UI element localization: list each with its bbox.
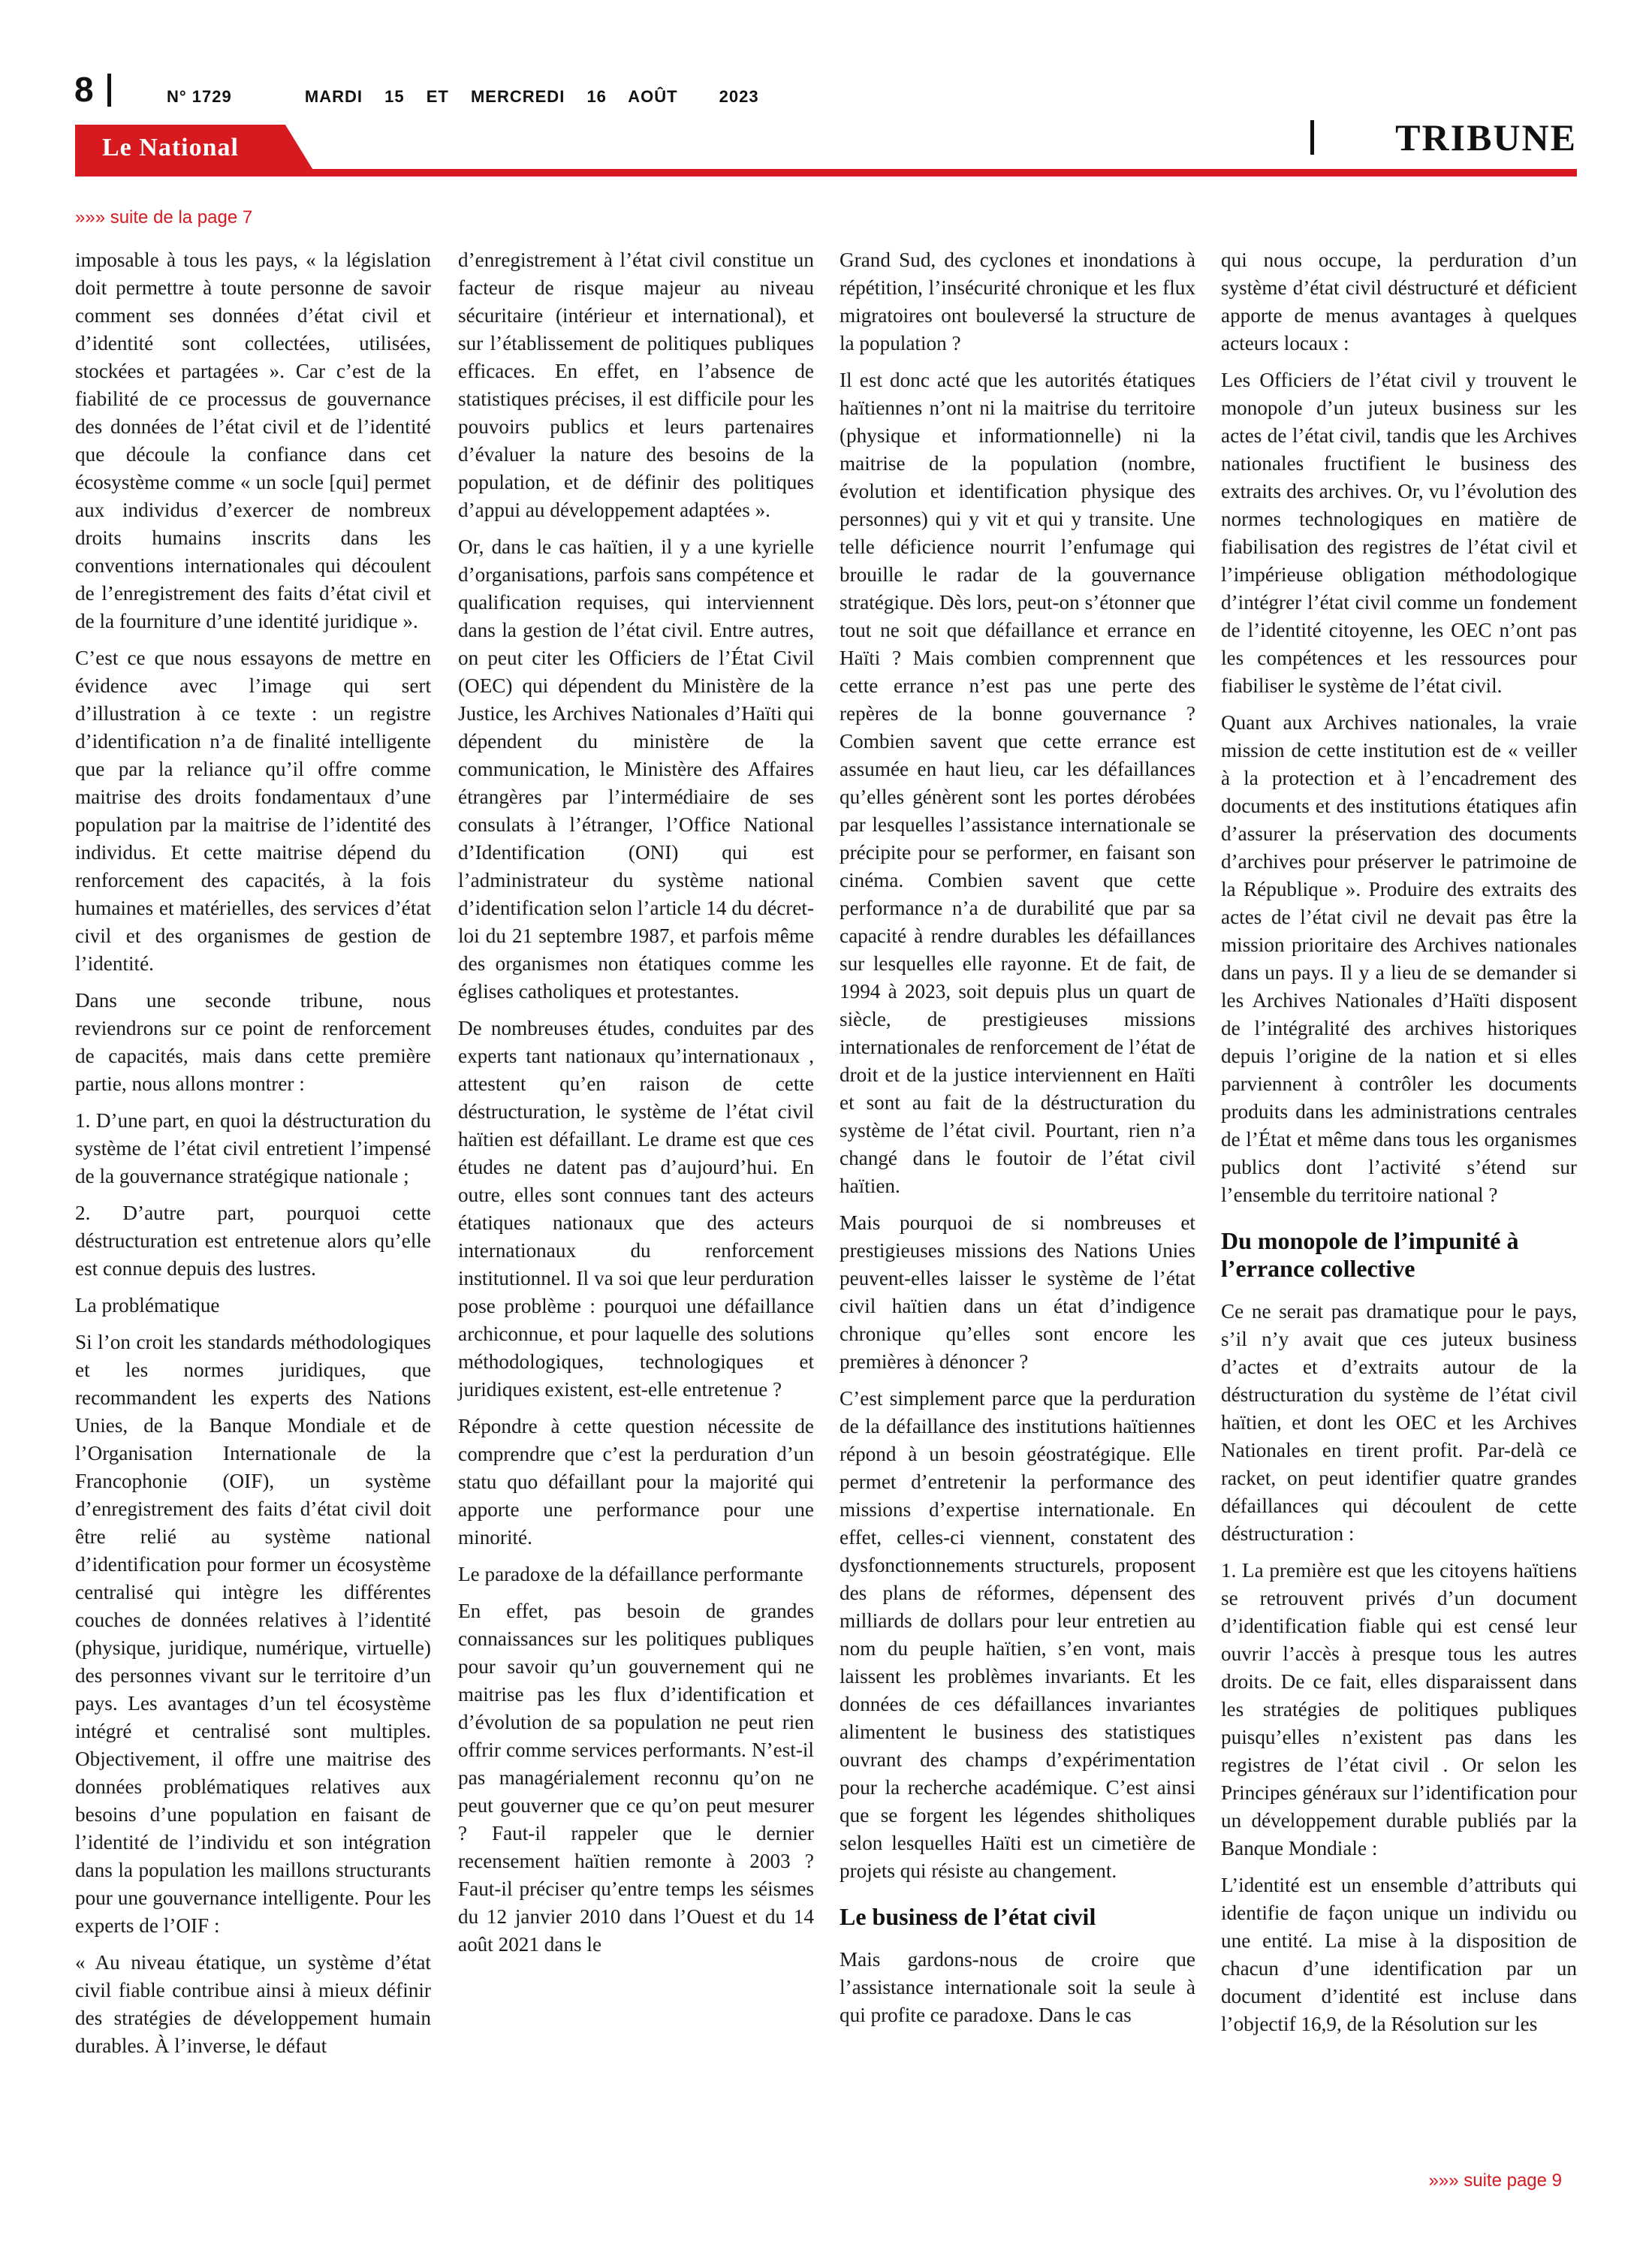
- paragraph: « Au niveau étatique, un système d’état civil fiable contribue ainsi à mieux définir des stratégies de développement humain durables. À l’inverse, le défaut: [75, 1951, 431, 2057]
- article-column-2: [458, 246, 814, 1968]
- paragraph: Les Officiers de l’état civil y trouvent le monopole d’un juteux business sur les actes de l’état civil, tandis que les Archives nationales fructifient le business des extraits des archives. Or, vu l’évolution des normes technologiques en matière de fiabilisation des registres de l’état civil et l’impérieuse obligation méthodologique d’intégrer l’état civil comme un fondement de l’identité citoyenne, les OEC n’ont pas les compétences et les ressources pour fiabiliser le système de l’état civil.: [1221, 369, 1577, 697]
- article-column-4: [1221, 246, 1577, 2047]
- date-word: 15: [384, 87, 405, 106]
- continued-from: »»» suite de la page 7: [75, 207, 253, 228]
- paragraph: C’est simplement parce que la perduration de la défaillance des institutions haïtiennes répond à un besoin géostratégique. Elle permet d’entretenir la performance des missions d’expertise internationale. En effet, celles-ci viennent, constatent des dysfonctionnements structurels, proposent des plans de réformes, dépensent des milliards de dollars pour leur entretien au nom du peuple haïtien, s’en vont, mais laissent les problèmes invariants. Et les données de ces défaillances invariantes alimentent le business des statistiques ouvrant des champs d’expérimentation pour la recherche académique. C’est ainsi que se forgent les légendes shitholiques selon lesquelles Haïti est un cimetière de projets qui résiste au changement.: [840, 1387, 1195, 1882]
- date-word: 16: [586, 87, 607, 106]
- paragraph: qui nous occupe, la perduration d’un système d’état civil déstructuré et déficient apporte de menus avantages à quelques acteurs locaux :: [1221, 249, 1577, 354]
- paragraph: d’enregistrement à l’état civil constitue un facteur de risque majeur au niveau sécuritaire (intérieur et international), et sur l’établissement de politiques publiques efficaces. En effet, en l’absence de statistiques précises, il est difficile pour les pouvoirs publics et leurs partenaires d’évaluer la nature des besoins de la population, et de définir des politiques d’appui au développement adaptées ».: [458, 249, 814, 521]
- issue-year: 2023: [719, 87, 759, 106]
- paragraph: C’est ce que nous essayons de mettre en évidence avec l’image qui sert d’illustration à ce texte : un registre d’identification n’a de finalité intelligente que par la reliance qu’il offre comme maitrise des droits fondamentaux d’une population par la maitrise de l’identité des individus. Et cette maitrise dépend du renforcement des capacités, à la fois humaines et matérielles, des services d’état civil et des organismes de gestion de l’identité.: [75, 647, 431, 975]
- brand-name: Le National: [102, 134, 239, 161]
- paragraph: Il est donc acté que les autorités étatiques haïtiennes n’ont ni la maitrise du territoire (physique et informationnelle) ni la maitrise de la population (nombre, évolution et identification physique des personnes) qui y vit et qui y transite. Une telle déficience nourrit l’enfumage qui brouille le radar de la gouvernance stratégique. Dès lors, peut-on s’étonner que tout ne soit que défaillance et errance en Haïti ? Mais combien comprennent que cette errance n’est pas une perte des repères de la bonne gouvernance ? Combien savent que cette errance est assumée en haut lieu, car les défaillances qu’elles génèrent sont les portes dérobées par lesquelles l’assistance internationale se précipite pour se performer, en faisant son cinéma. Combien savent que cette performance n’a de durabilité que par sa capacité à rendre durables les défaillances sur lesquelles elle rayonne. Et de fait, de 1994 à 2023, soit depuis plus un quart de siècle, de prestigieuses missions internationales de renforcement de l’état de droit et de la justice interviennent en Haïti et sont au fait de la déstructuration du système de l’état civil. Pourtant, rien n’a changé dans le foutoir de l’état civil haïtien.: [840, 369, 1195, 1197]
- paragraph: En effet, pas besoin de grandes connaissances sur les politiques publiques pour savoir qu’un gouvernement qui ne maitrise pas les flux d’identification et d’évolution de sa population ne peut rien offrir comme services performants. N’est-il pas managérialement reconnu qu’on ne peut gouverner que ce qu’on peut mesurer ? Faut-il rappeler que le dernier recensement haïtien remonte à 2003 ? Faut-il préciser qu’entre temps les séismes du 12 janvier 2010 dans l’Ouest et du 14 août 2021 dans le: [458, 1600, 814, 1956]
- section-heading: Le business de l’état civil: [840, 1903, 1096, 1930]
- paragraph: 1. La première est que les citoyens haïtiens se retrouvent privés d’un document d’identification fiable qui est censé leur ouvrir l’accès à presque tous les autres droits. De ce fait, elles disparaissent dans les stratégies de politiques publiques puisqu’elles n’existent pas dans les registres de l’état civil . Or selon les Principes généraux sur l’identification pour un développement durable publiés par la Banque Mondiale :: [1221, 1559, 1577, 1859]
- section-title: TRIBUNE: [1395, 116, 1577, 158]
- date-word: ET: [426, 87, 449, 106]
- paragraph: De nombreuses études, conduites par des experts tant nationaux qu’internationaux , attestent qu’en raison de cette déstructuration, le système de l’état civil haïtien est défaillant. Le drame est que ces études ne datent pas d’aujourd’hui. En outre, elles sont connues tant des acteurs étatiques nationaux que des acteurs internationaux du renforcement institutionnel. Il va soi que leur perduration pose problème : pourquoi une défaillance archiconnue, et pour laquelle des solutions méthodologiques, technologiques et juridiques existent, est-elle entretenue ?: [458, 1017, 814, 1401]
- page-number: 8: [74, 70, 94, 109]
- issue-number: N° 1729: [167, 87, 232, 106]
- paragraph: 2. D’autre part, pourquoi cette déstructuration est entretenue alors qu’elle est connue depuis des lustres.: [75, 1202, 431, 1280]
- paragraph: Ce ne serait pas dramatique pour le pays, s’il n’y avait que ces juteux business d’actes et d’extraits autour de la déstructuration du système de l’état civil haïtien, et dont les OEC et les Archives Nationales en tirent profit. Par-delà ce racket, on peut identifier quatre grandes défaillances qui découlent de cette déstructuration :: [1221, 1300, 1577, 1545]
- paragraph: Grand Sud, des cyclones et inondations à répétition, l’insécurité chronique et les flux migratoires ont bouleversé la structure de la population ?: [840, 249, 1195, 354]
- page-number-divider: [107, 74, 111, 107]
- paragraph: Si l’on croit les standards méthodologiques et les normes juridiques, que recommandent les experts des Nations Unies, de la Banque Mondiale et de l’Organisation Internationale de la Francophonie (OIF), un système d’enregistrement des faits d’état civil doit être relié au système national d’identification pour former un écosystème centralisé qui intègre les différentes couches de données relatives à l’identité (physique, juridique, numérique, virtuelle) des personnes vivant sur le territoire d’un pays. Les avantages d’un tel écosystème intégré et centralisé sont multiples. Objectivement, il offre une maitrise des données problématiques relatives aux besoins d’une population en faisant de l’identité de l’individu et son intégration dans la population les maillons structurants pour une gouvernance intelligente. Pour les experts de l’OIF :: [75, 1331, 431, 1937]
- section-heading: Du monopole de l’impunité à l’errance collective: [1221, 1227, 1519, 1282]
- date-word: AOÛT: [628, 87, 678, 106]
- paragraph: Or, dans le cas haïtien, il y a une kyrielle d’organisations, parfois sans compétence et qualification requises, qui interviennent dans la gestion de l’état civil. Entre autres, on peut citer les Officiers de l’État Civil (OEC) qui dépendent du Ministère de la Justice, les Archives Nationales d’Haïti qui dépendent du ministère de la communication, le Ministère des Affaires étrangères par l’intermédiaire de ses consulats à l’étranger, l’Office National d’Identification (ONI) qui est l’administrateur du système national d’identification selon l’article 14 du décret-loi du 21 septembre 1987, et parfois même des organismes non étatiques comme les églises catholiques et protestantes.: [458, 535, 814, 1003]
- section-divider: [1310, 120, 1314, 155]
- header-rule: [75, 169, 1577, 176]
- paragraph: L’identité est un ensemble d’attributs qui identifie de façon unique un individu ou une entité. La mise à la disposition de chacun d’une identification par un document d’identité est incluse dans l’objectif 16,9, de la Résolution sur les: [1221, 1874, 1577, 2035]
- paragraph: 1. D’une part, en quoi la déstructuration du système de l’état civil entretient l’impensé de la gouvernance stratégique nationale ;: [75, 1109, 431, 1187]
- issue-line: [167, 87, 776, 107]
- paragraph: Mais pourquoi de si nombreuses et prestigieuses missions des Nations Unies peuvent-elles laisser le système de l’état civil haïtien dans un état d’indigence chronique qu’elles sont encore les premières à dénoncer ?: [840, 1211, 1195, 1373]
- paragraph: Le paradoxe de la défaillance performante: [458, 1563, 803, 1585]
- paragraph: Dans une seconde tribune, nous reviendrons sur ce point de renforcement de capacités, mais dans cette première partie, nous allons montrer :: [75, 989, 431, 1095]
- paragraph: La problématique: [75, 1294, 220, 1317]
- continues-on: »»» suite page 9: [1428, 2170, 1562, 2191]
- paragraph: Mais gardons-nous de croire que l’assistance internationale soit la seule à qui profite ce paradoxe. Dans le cas: [840, 1948, 1195, 2026]
- article-column-1: [75, 246, 431, 2069]
- paragraph: Quant aux Archives nationales, la vraie mission de cette institution est de « veiller à la protection et à l’encadrement des documents et des institutions étatiques afin d’assurer la préservation des documents d’archives pour préserver le patrimoine de la République ». Produire des extraits des actes de l’état civil ne devait pas être la mission prioritaire des Archives nationales dans un pays. Il y a lieu de se demander si les Archives Nationales d’Haïti disposent de l’intégralité des archives historiques depuis l’origine de la nation et si elles parviennent à contrôler les documents produits dans les administrations centrales de l’État et même dans tous les organismes publics dont l’activité s’étend sur l’ensemble du territoire national ?: [1221, 711, 1577, 1206]
- article-column-3: [840, 246, 1195, 2038]
- paragraph: imposable à tous les pays, « la législation doit permettre à toute personne de savoir comment ses données d’état civil et d’identité sont collectées, utilisées, stockées et partagées ». Car c’est de la fiabilité de ce processus de gouvernance des données de l’état civil et de l’identité que découle la confiance dans cet écosystème comme « un socle [qui] permet aux individus d’exercer de nombreux droits humains inscrits dans les conventions internationales qui découlent de l’enregistrement des faits d’état civil et de la fourniture d’une identité juridique ».: [75, 249, 431, 632]
- date-word: MERCREDI: [470, 87, 565, 106]
- date-word: MARDI: [304, 87, 363, 106]
- paragraph: Répondre à cette question nécessite de comprendre que c’est la perduration d’un statu quo défaillant pour la majorité qui apporte une performance pour une minorité.: [458, 1415, 814, 1549]
